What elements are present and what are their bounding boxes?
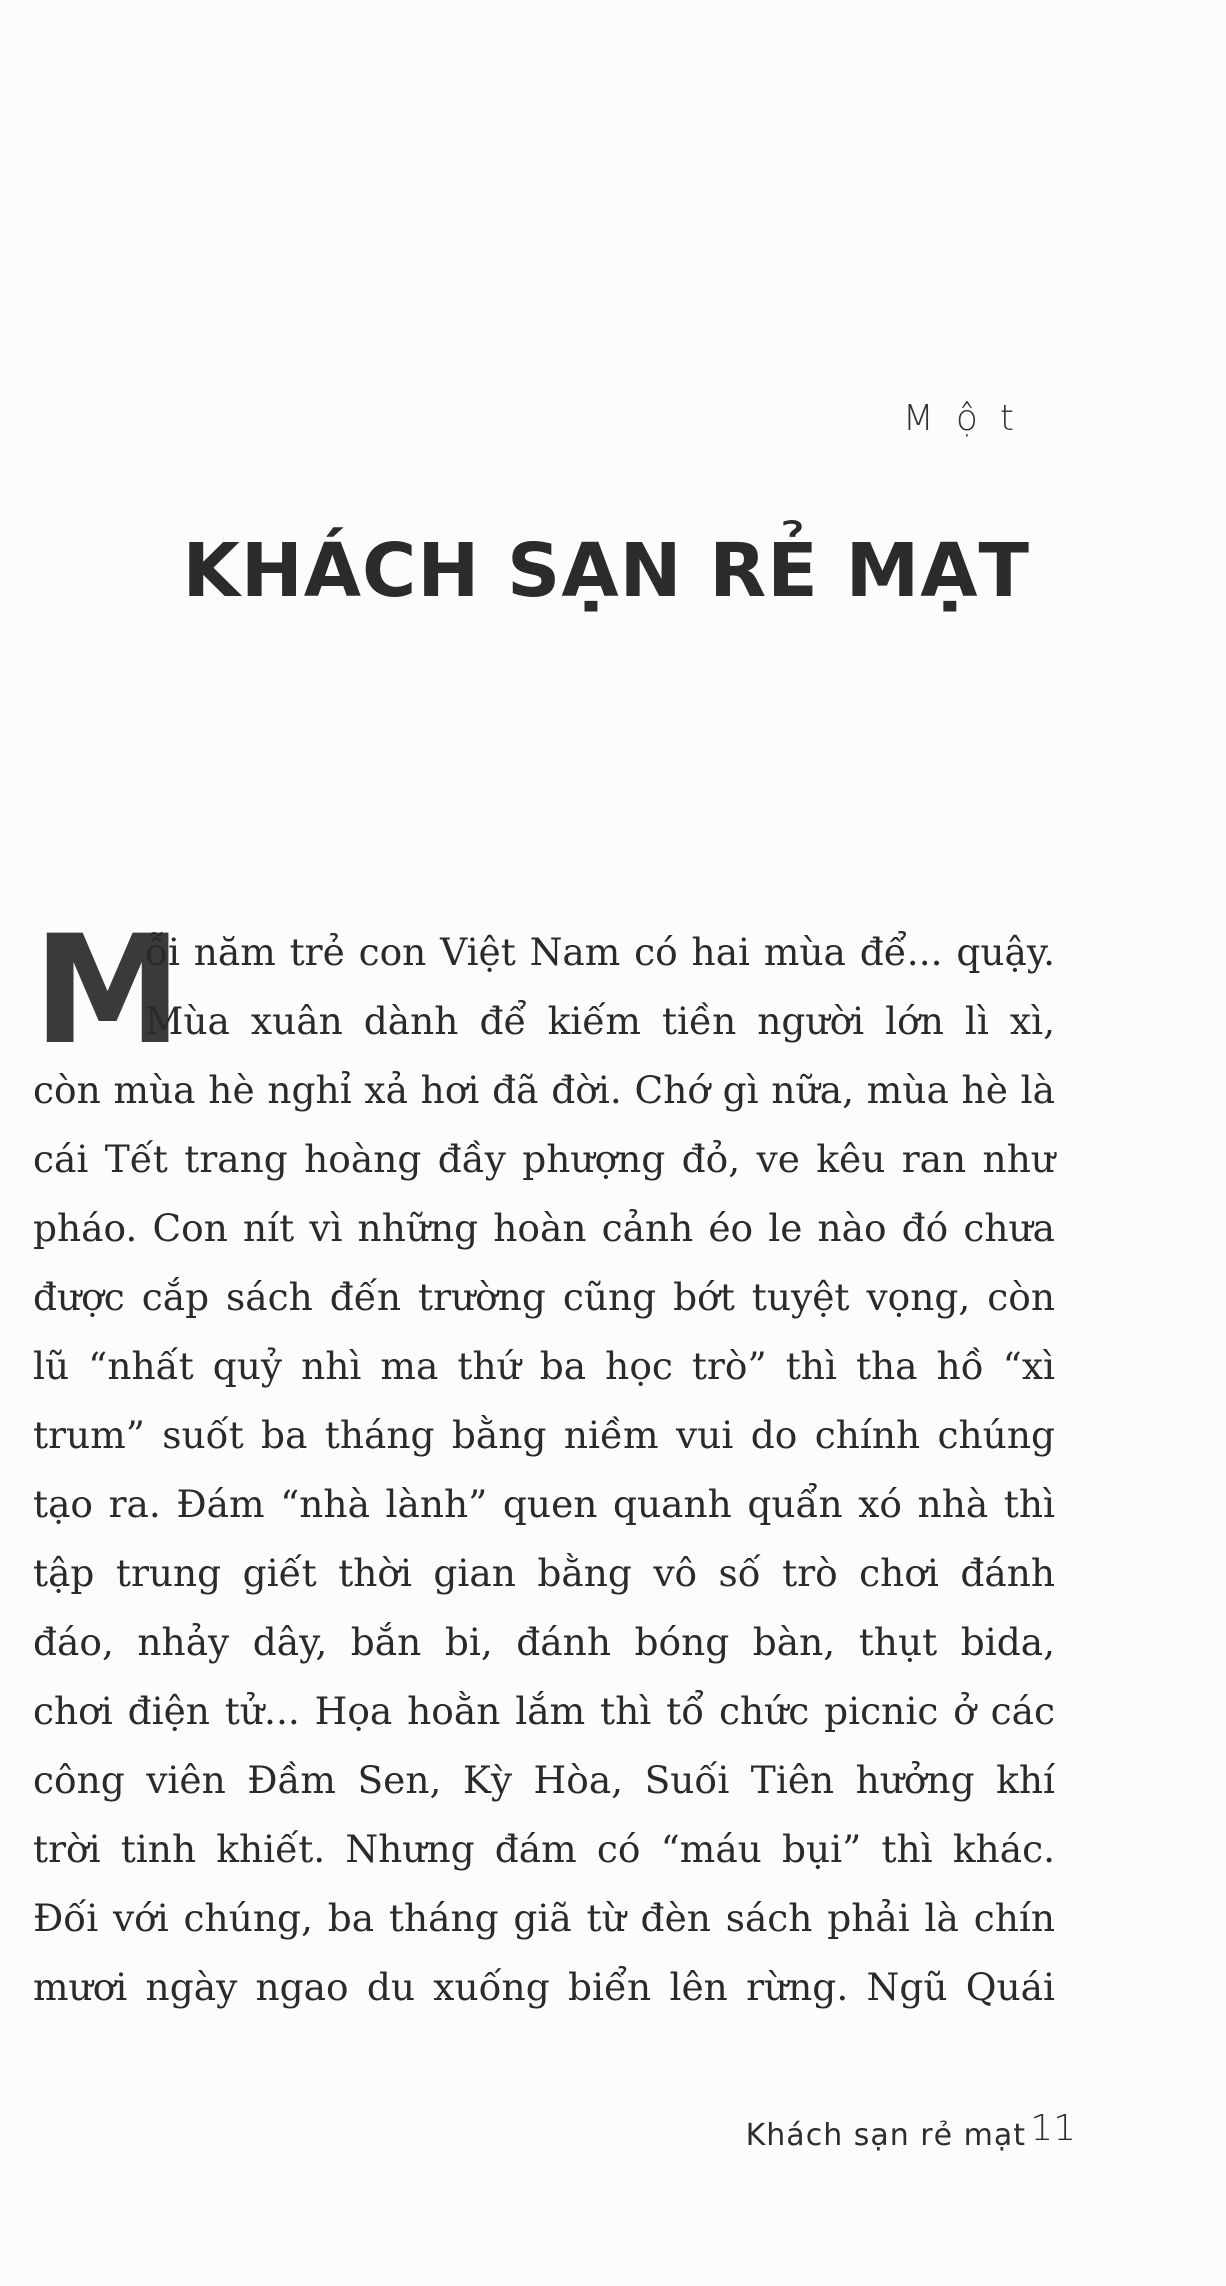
page-number: 11 (1030, 2108, 1076, 2149)
chapter-title: KHÁCH SẠN RẺ MẠT (182, 528, 1030, 614)
text-line: còn mùa hè nghỉ xả hơi đã đời. Chớ gì nữa, mùa hè là (33, 1068, 1055, 1112)
text-line: trời tinh khiết. Nhưng đám có “máu bụi” thì khác. (33, 1827, 1055, 1871)
text-line: cái Tết trang hoàng đầy phượng đỏ, ve kêu ran như (33, 1137, 1055, 1181)
text-line: mươi ngày ngao du xuống biển lên rừng. Ngũ Quái (33, 1965, 1055, 2009)
text-line: Mùa xuân dành để kiếm tiền người lớn lì xì, (145, 999, 1055, 1043)
text-line: Đối với chúng, ba tháng giã từ đèn sách phải là chín (33, 1896, 1055, 1940)
running-title: Khách sạn rẻ mạt (745, 2118, 1026, 2153)
text-line: chơi điện tử... Họa hoằn lắm thì tổ chức picnic ở các (33, 1689, 1055, 1733)
text-line: ỗi năm trẻ con Việt Nam có hai mùa để... quậy. (145, 930, 1055, 974)
chapter-number: Một (902, 398, 1036, 439)
text-line: tập trung giết thời gian bằng vô số trò chơi đánh (33, 1551, 1055, 1595)
text-line: lũ “nhất quỷ nhì ma thứ ba học trò” thì tha hồ “xì (33, 1344, 1055, 1388)
text-line: tạo ra. Đám “nhà lành” quen quanh quẩn xó nhà thì (33, 1482, 1055, 1526)
drop-cap: M (33, 904, 183, 1078)
text-line: trum” suốt ba tháng bằng niềm vui do chính chúng (33, 1413, 1055, 1457)
text-line: đáo, nhảy dây, bắn bi, đánh bóng bàn, thụt bida, (33, 1620, 1055, 1664)
body-paragraph (33, 904, 1055, 2022)
text-line: công viên Đầm Sen, Kỳ Hòa, Suối Tiên hưởng khí (33, 1758, 1055, 1802)
text-line: được cắp sách đến trường cũng bớt tuyệt vọng, còn (33, 1275, 1055, 1319)
text-line: pháo. Con nít vì những hoàn cảnh éo le nào đó chưa (33, 1206, 1055, 1250)
